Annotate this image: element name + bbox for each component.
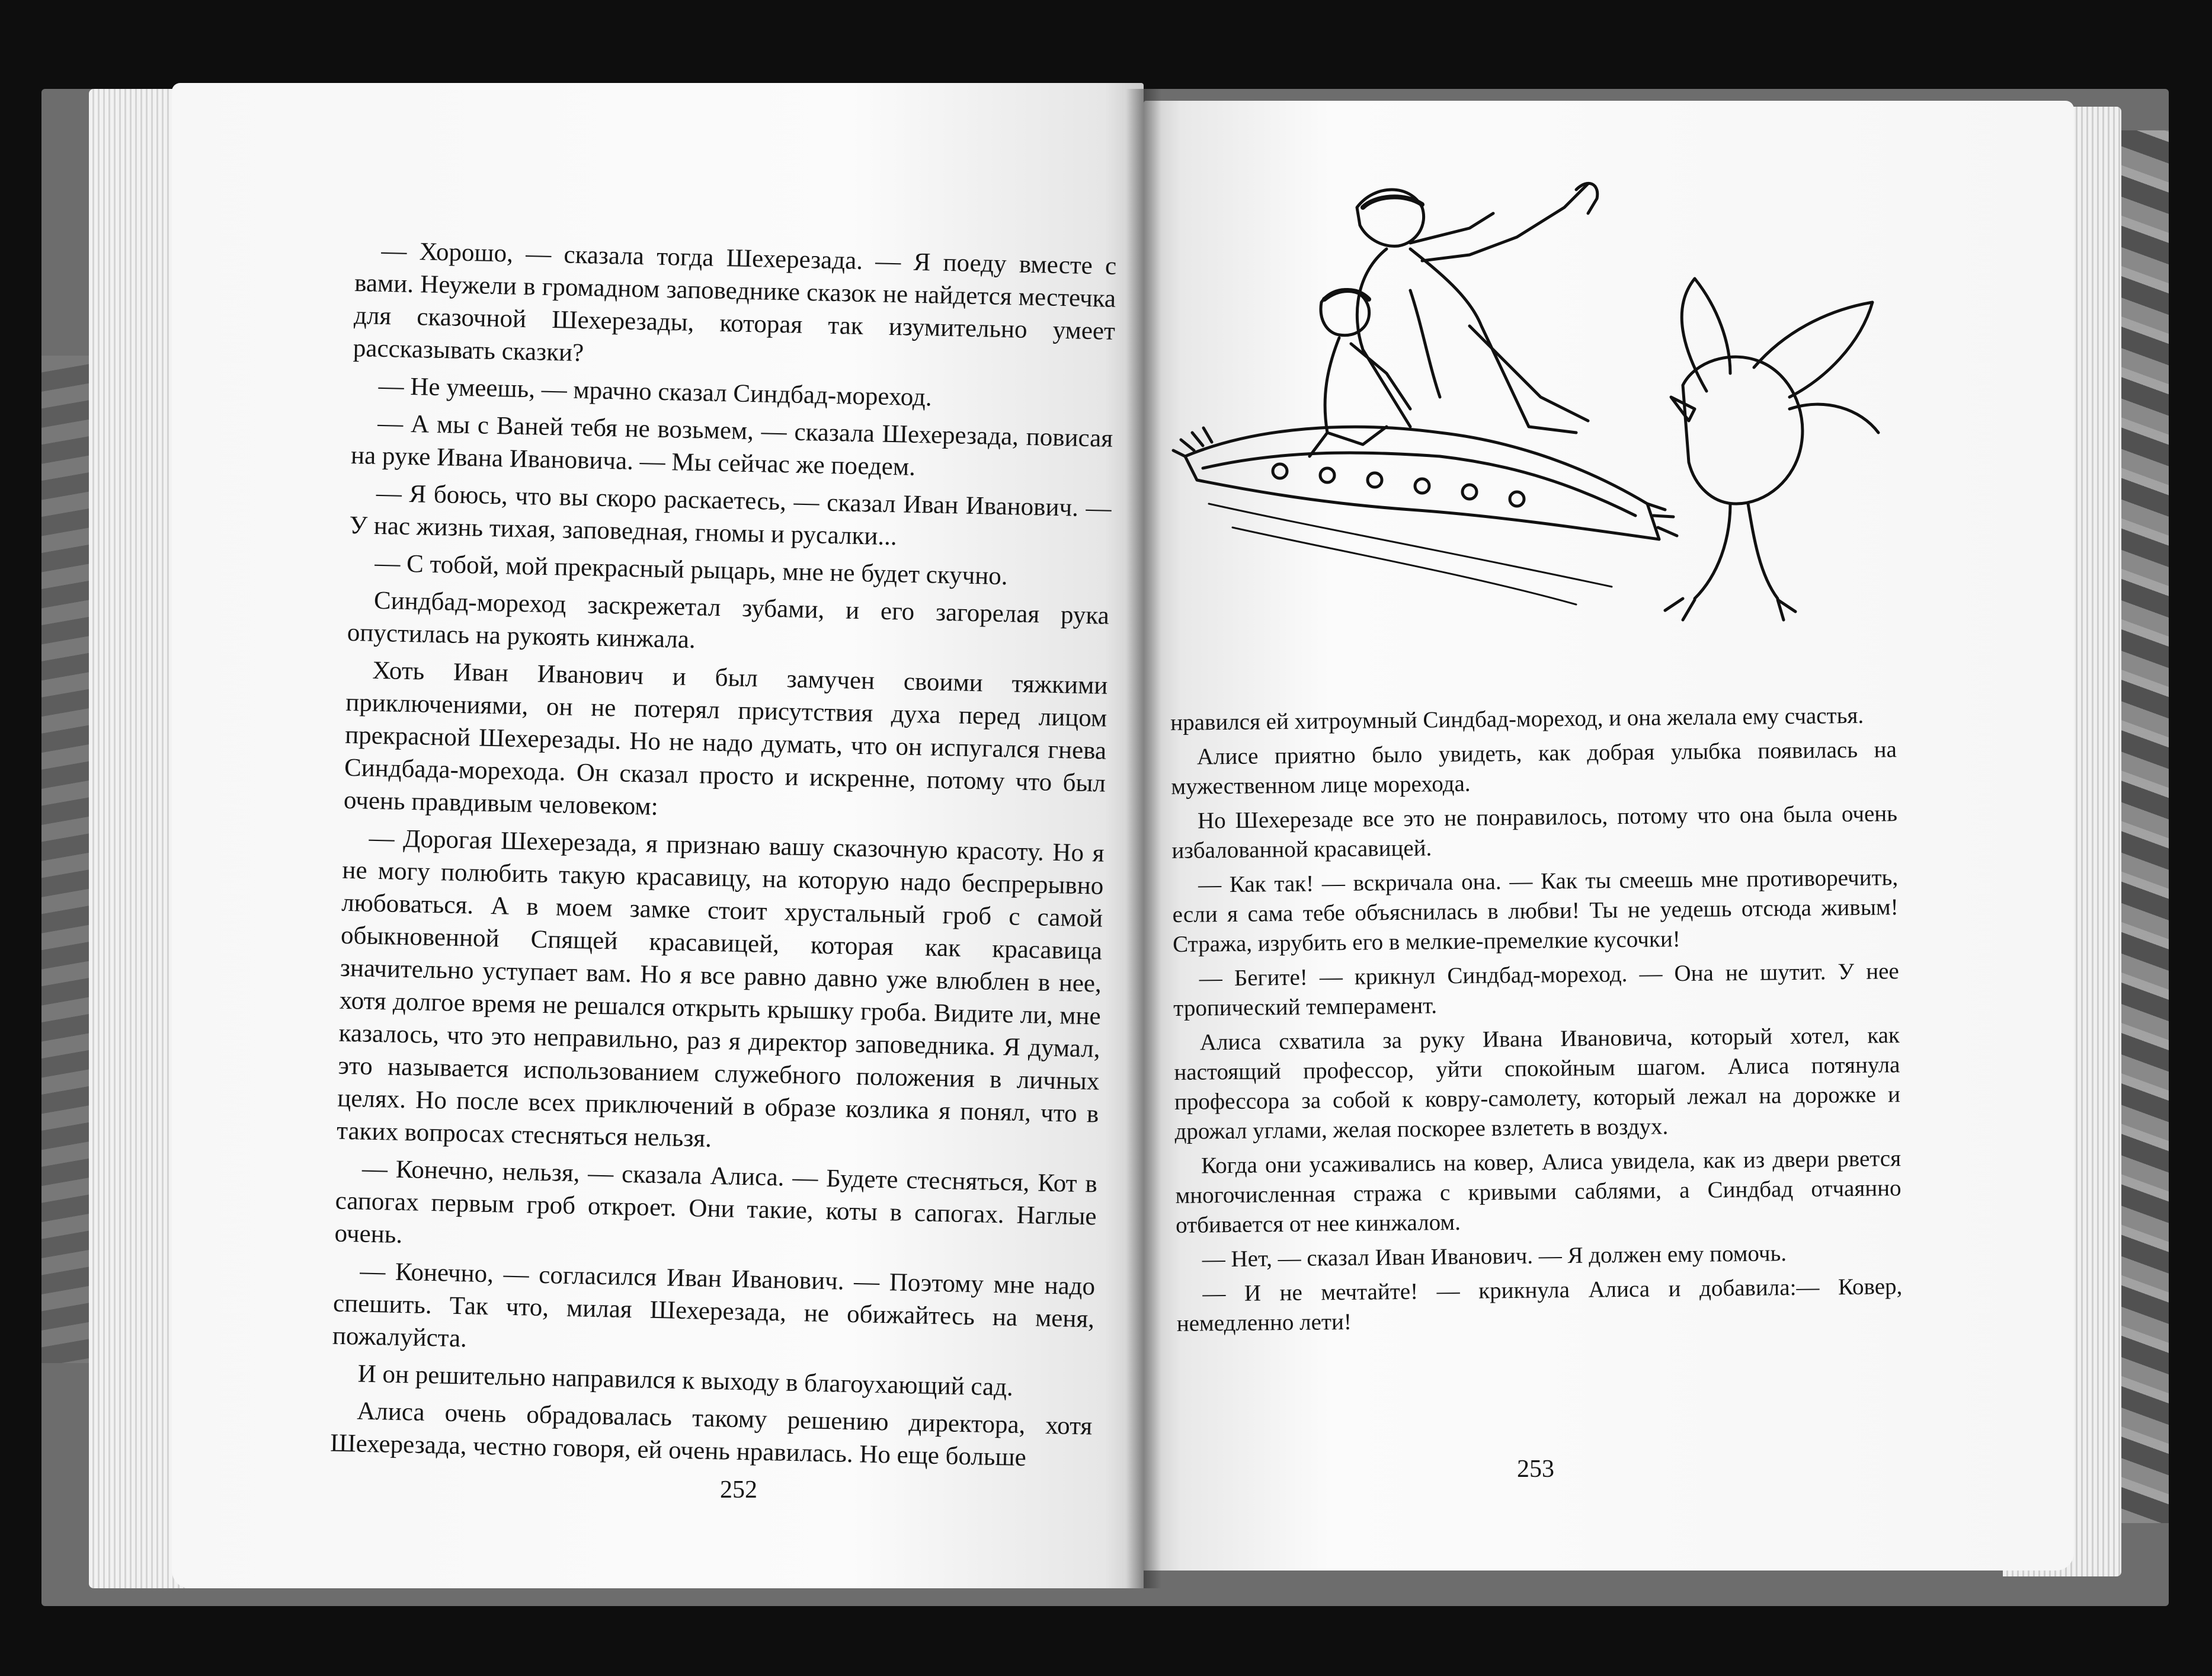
paragraph: нравился ей хитроумный Синдбад-мореход, и она желала ему счастья.: [1170, 702, 1864, 735]
paragraph: — Не умеешь, — мрачно сказал Синдбад-мореход.: [378, 372, 933, 412]
page-number-left: 252: [720, 1476, 757, 1504]
book-gutter: [1126, 89, 1161, 1588]
paragraph: — Хорошо, — сказала тогда Шехерезада. — Я поеду вместе с вами. Неужели в громадном заповеднике сказок не найдется местечка для сказочной Шехерезады, которая так изумительно умеет рассказывать сказки?: [353, 236, 1117, 367]
flying-carpet-illustration: [1161, 172, 1896, 682]
paragraph: Алиса схватила за руку Ивана Ивановича, который хотел, как настоящий профессор, уйти спокойным шагом. Алиса потянула профессора за собой к ковру-самолету, который лежал на дорожке и дрожал углами, желая поскорее взлететь в воздух.: [1174, 1022, 1901, 1144]
paragraph: — Как так! — вскричала она. — Как ты смеешь мне противоречить, если я сама тебе объяснилась в любви! Ты не уедешь отсюда живым! Стража, изрубить его в мелкие-премелкие кусочки!: [1172, 865, 1899, 957]
paragraph: — Нет, — сказал Иван Иванович. — Я должен ему помочь.: [1202, 1240, 1787, 1272]
paragraph: — С тобой, мой прекрасный рыцарь, мне не будет скучно.: [374, 549, 1009, 591]
paragraph: — Конечно, — согласился Иван Иванович. — Поэтому мне надо спешить. Так что, милая Шехерезада, не обижайтесь на меня, пожалуйста.: [332, 1257, 1096, 1353]
paragraph: Алисе приятно было увидеть, как добрая улыбка появилась на мужественном лице морехода.: [1171, 737, 1897, 799]
paragraph: Алиса очень обрадовалась такому решению директора, хотя Шехерезада, честно говоря, ей очень нравилась. Но еще больше: [329, 1397, 1093, 1472]
right-page-text: [1170, 701, 1903, 1344]
paragraph: Синдбад-мореход заскрежетал зубами, и его загорелая рука опустилась на рукоять кинжала.: [347, 586, 1110, 654]
paragraph: — Бегите! — крикнул Синдбад-мореход. — Она не шутит. У нее тропический темперамент.: [1173, 958, 1899, 1021]
paragraph: — А мы с Ваней тебя не возьмем, — сказала Шехерезада, повисая на руке Ивана Ивановича. — Мы сейчас же поедем.: [350, 409, 1113, 481]
paragraph: Но Шехерезаде все это не понравилось, потому что она была очень избалованной красавицей.: [1171, 801, 1898, 863]
paragraph: — Конечно, нельзя, — сказала Алиса. — Будете стесняться, Кот в сапогах первым гроб откроет. Они такие, коты в сапогах. Наглые очень.: [334, 1154, 1098, 1249]
paragraph: — Я боюсь, что вы скоро раскаетесь, — сказал Иван Иванович. — У нас жизнь тихая, заповедная, гномы и русалки...: [349, 479, 1112, 551]
paragraph: — И не мечтайте! — крикнула Алиса и добавила:— Ковер, немедленно лети!: [1176, 1274, 1903, 1336]
paragraph: — Дорогая Шехерезада, я признаю вашу сказочную красоту. Но я не могу полюбить такую красавицу, на которую надо беспрерывно любоваться. А в моем замке стоит хрустальный гроб с самой обыкновенной Спящей красавицей, которая как красавица значительно уступает вам. Но я все равно давно уже влюблен в нее, хотя долгое время не решался открыть крышку гроба. Видите ли, мне казалось, что это неправильно, раз я директор заповедника. Я думал, это называется использованием служебного положения в личных целях. Но после всех приключений в образе козлика я понял, что в таких вопросах стесняться нельзя.: [336, 824, 1105, 1153]
paragraph: Когда они усаживались на ковер, Алиса увидела, как из двери рвется многочисленная стража с кривыми саблями, а Синдбад отчаянно отбивается от нее кинжалом.: [1175, 1146, 1902, 1238]
left-page-text: [330, 234, 1117, 1480]
paragraph: Хоть Иван Иванович и был замучен своими тяжкими приключениями, он не потерял присутствия духа перед лицом прекрасной Шехерезады. Но не надо думать, что он испугался гнева Синдбада-морехода. Он сказал просто и искренне, потому что был очень правдивым человеком:: [343, 656, 1108, 821]
page-number-right: 253: [1517, 1456, 1554, 1483]
paragraph: И он решительно направился к выходу в благоухающий сад.: [357, 1360, 1014, 1402]
